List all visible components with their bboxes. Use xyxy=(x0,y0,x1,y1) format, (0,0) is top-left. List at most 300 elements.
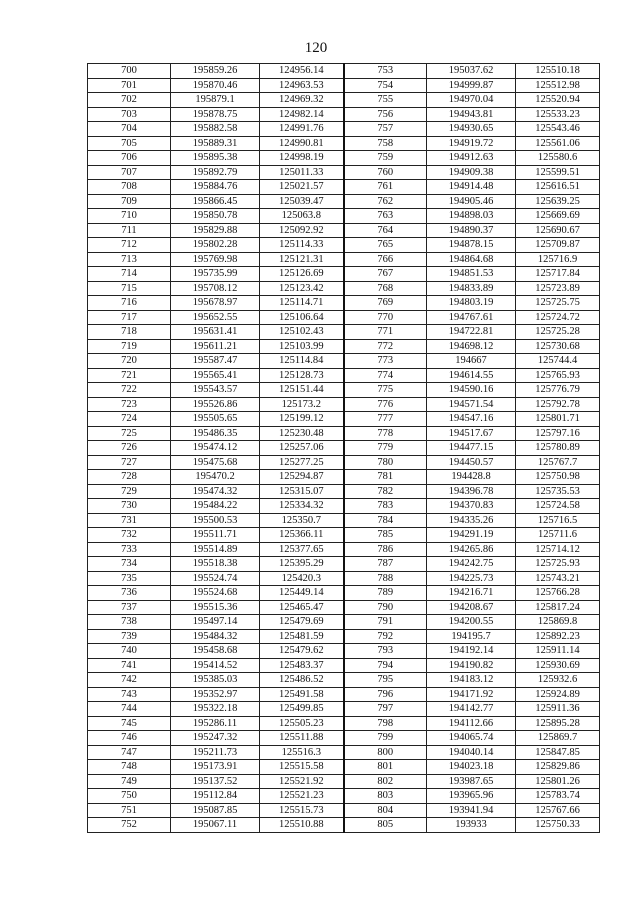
left-y-coordinate-cell: 125515.73 xyxy=(260,803,344,818)
left-point-number-cell: 750 xyxy=(88,789,171,804)
right-y-coordinate-cell: 125580.6 xyxy=(516,151,600,166)
right-point-number-cell: 801 xyxy=(344,760,427,775)
left-y-coordinate-cell: 125103.99 xyxy=(260,339,344,354)
left-point-number-cell: 733 xyxy=(88,542,171,557)
table-row xyxy=(88,325,600,340)
right-x-coordinate-cell: 194912.63 xyxy=(427,151,516,166)
table-row xyxy=(88,107,600,122)
right-y-coordinate-cell: 125792.78 xyxy=(516,397,600,412)
right-point-number-cell: 798 xyxy=(344,716,427,731)
left-x-coordinate-cell: 195247.32 xyxy=(171,731,260,746)
right-x-coordinate-cell: 194547.16 xyxy=(427,412,516,427)
left-point-number-cell: 727 xyxy=(88,455,171,470)
table-row xyxy=(88,789,600,804)
table-row xyxy=(88,571,600,586)
right-y-coordinate-cell: 125520.94 xyxy=(516,93,600,108)
right-point-number-cell: 799 xyxy=(344,731,427,746)
right-point-number-cell: 767 xyxy=(344,267,427,282)
left-x-coordinate-cell: 195829.88 xyxy=(171,223,260,238)
left-point-number-cell: 744 xyxy=(88,702,171,717)
left-point-number-cell: 709 xyxy=(88,194,171,209)
right-y-coordinate-cell: 125930.69 xyxy=(516,658,600,673)
right-x-coordinate-cell: 194878.15 xyxy=(427,238,516,253)
left-y-coordinate-cell: 125199.12 xyxy=(260,412,344,427)
table-row xyxy=(88,484,600,499)
right-point-number-cell: 797 xyxy=(344,702,427,717)
right-y-coordinate-cell: 125932.6 xyxy=(516,673,600,688)
right-y-coordinate-cell: 125669.69 xyxy=(516,209,600,224)
left-x-coordinate-cell: 195735.99 xyxy=(171,267,260,282)
left-point-number-cell: 715 xyxy=(88,281,171,296)
right-point-number-cell: 785 xyxy=(344,528,427,543)
right-y-coordinate-cell: 125725.93 xyxy=(516,557,600,572)
right-y-coordinate-cell: 125616.51 xyxy=(516,180,600,195)
table-row xyxy=(88,194,600,209)
right-x-coordinate-cell: 194065.74 xyxy=(427,731,516,746)
table-row xyxy=(88,281,600,296)
left-y-coordinate-cell: 125063.8 xyxy=(260,209,344,224)
left-point-number-cell: 735 xyxy=(88,571,171,586)
left-y-coordinate-cell: 124956.14 xyxy=(260,64,344,79)
left-x-coordinate-cell: 195518.38 xyxy=(171,557,260,572)
left-point-number-cell: 741 xyxy=(88,658,171,673)
right-x-coordinate-cell: 194999.87 xyxy=(427,78,516,93)
left-point-number-cell: 749 xyxy=(88,774,171,789)
right-y-coordinate-cell: 125690.67 xyxy=(516,223,600,238)
left-point-number-cell: 725 xyxy=(88,426,171,441)
left-point-number-cell: 720 xyxy=(88,354,171,369)
right-point-number-cell: 789 xyxy=(344,586,427,601)
left-y-coordinate-cell: 125334.32 xyxy=(260,499,344,514)
right-y-coordinate-cell: 125767.66 xyxy=(516,803,600,818)
left-y-coordinate-cell: 125114.33 xyxy=(260,238,344,253)
left-point-number-cell: 748 xyxy=(88,760,171,775)
right-y-coordinate-cell: 125776.79 xyxy=(516,383,600,398)
left-x-coordinate-cell: 195500.53 xyxy=(171,513,260,528)
left-point-number-cell: 722 xyxy=(88,383,171,398)
table-row xyxy=(88,557,600,572)
left-x-coordinate-cell: 195173.91 xyxy=(171,760,260,775)
left-x-coordinate-cell: 195514.89 xyxy=(171,542,260,557)
left-point-number-cell: 729 xyxy=(88,484,171,499)
left-point-number-cell: 703 xyxy=(88,107,171,122)
right-point-number-cell: 777 xyxy=(344,412,427,427)
left-x-coordinate-cell: 195652.55 xyxy=(171,310,260,325)
left-point-number-cell: 711 xyxy=(88,223,171,238)
right-point-number-cell: 754 xyxy=(344,78,427,93)
right-y-coordinate-cell: 125847.85 xyxy=(516,745,600,760)
left-y-coordinate-cell: 124998.19 xyxy=(260,151,344,166)
table-row xyxy=(88,513,600,528)
right-point-number-cell: 787 xyxy=(344,557,427,572)
right-y-coordinate-cell: 125723.89 xyxy=(516,281,600,296)
left-x-coordinate-cell: 195543.57 xyxy=(171,383,260,398)
left-x-coordinate-cell: 195889.31 xyxy=(171,136,260,151)
right-x-coordinate-cell: 194905.46 xyxy=(427,194,516,209)
right-x-coordinate-cell: 194890.37 xyxy=(427,223,516,238)
right-point-number-cell: 761 xyxy=(344,180,427,195)
right-point-number-cell: 779 xyxy=(344,441,427,456)
left-point-number-cell: 730 xyxy=(88,499,171,514)
left-y-coordinate-cell: 125350.7 xyxy=(260,513,344,528)
left-y-coordinate-cell: 125465.47 xyxy=(260,600,344,615)
left-x-coordinate-cell: 195565.41 xyxy=(171,368,260,383)
right-x-coordinate-cell: 194428.8 xyxy=(427,470,516,485)
left-y-coordinate-cell: 124969.32 xyxy=(260,93,344,108)
right-x-coordinate-cell: 194192.14 xyxy=(427,644,516,659)
right-point-number-cell: 763 xyxy=(344,209,427,224)
right-point-number-cell: 771 xyxy=(344,325,427,340)
right-x-coordinate-cell: 194930.65 xyxy=(427,122,516,137)
left-x-coordinate-cell: 195524.74 xyxy=(171,571,260,586)
left-point-number-cell: 742 xyxy=(88,673,171,688)
right-point-number-cell: 782 xyxy=(344,484,427,499)
right-x-coordinate-cell: 194023.18 xyxy=(427,760,516,775)
right-point-number-cell: 784 xyxy=(344,513,427,528)
table-row xyxy=(88,673,600,688)
left-x-coordinate-cell: 195497.14 xyxy=(171,615,260,630)
right-x-coordinate-cell: 194517.67 xyxy=(427,426,516,441)
right-x-coordinate-cell: 194040.14 xyxy=(427,745,516,760)
right-point-number-cell: 755 xyxy=(344,93,427,108)
left-x-coordinate-cell: 195137.52 xyxy=(171,774,260,789)
left-point-number-cell: 738 xyxy=(88,615,171,630)
table-row xyxy=(88,542,600,557)
right-x-coordinate-cell: 194970.04 xyxy=(427,93,516,108)
right-x-coordinate-cell: 194914.48 xyxy=(427,180,516,195)
left-y-coordinate-cell: 125102.43 xyxy=(260,325,344,340)
left-x-coordinate-cell: 195611.21 xyxy=(171,339,260,354)
left-x-coordinate-cell: 195678.97 xyxy=(171,296,260,311)
left-x-coordinate-cell: 195892.79 xyxy=(171,165,260,180)
right-x-coordinate-cell: 193965.96 xyxy=(427,789,516,804)
left-y-coordinate-cell: 125377.65 xyxy=(260,542,344,557)
left-y-coordinate-cell: 124990.81 xyxy=(260,136,344,151)
coordinates-table-body xyxy=(88,64,600,833)
right-x-coordinate-cell: 194667 xyxy=(427,354,516,369)
left-x-coordinate-cell: 195882.58 xyxy=(171,122,260,137)
left-point-number-cell: 736 xyxy=(88,586,171,601)
right-y-coordinate-cell: 125730.68 xyxy=(516,339,600,354)
right-point-number-cell: 756 xyxy=(344,107,427,122)
right-x-coordinate-cell: 194851.53 xyxy=(427,267,516,282)
right-y-coordinate-cell: 125801.71 xyxy=(516,412,600,427)
left-y-coordinate-cell: 125486.52 xyxy=(260,673,344,688)
left-y-coordinate-cell: 125483.37 xyxy=(260,658,344,673)
left-point-number-cell: 746 xyxy=(88,731,171,746)
table-row xyxy=(88,499,600,514)
left-y-coordinate-cell: 125039.47 xyxy=(260,194,344,209)
left-point-number-cell: 739 xyxy=(88,629,171,644)
left-y-coordinate-cell: 125106.64 xyxy=(260,310,344,325)
left-x-coordinate-cell: 195769.98 xyxy=(171,252,260,267)
table-row xyxy=(88,687,600,702)
right-y-coordinate-cell: 125714.12 xyxy=(516,542,600,557)
coordinates-table xyxy=(87,63,600,833)
left-y-coordinate-cell: 125315.07 xyxy=(260,484,344,499)
right-point-number-cell: 804 xyxy=(344,803,427,818)
table-row xyxy=(88,354,600,369)
right-point-number-cell: 786 xyxy=(344,542,427,557)
right-y-coordinate-cell: 125783.74 xyxy=(516,789,600,804)
right-y-coordinate-cell: 125797.16 xyxy=(516,426,600,441)
left-point-number-cell: 702 xyxy=(88,93,171,108)
left-y-coordinate-cell: 125121.31 xyxy=(260,252,344,267)
right-point-number-cell: 783 xyxy=(344,499,427,514)
left-x-coordinate-cell: 195352.97 xyxy=(171,687,260,702)
left-y-coordinate-cell: 125479.69 xyxy=(260,615,344,630)
table-row xyxy=(88,310,600,325)
right-y-coordinate-cell: 125767.7 xyxy=(516,455,600,470)
right-x-coordinate-cell: 194216.71 xyxy=(427,586,516,601)
right-y-coordinate-cell: 125724.58 xyxy=(516,499,600,514)
right-point-number-cell: 768 xyxy=(344,281,427,296)
right-x-coordinate-cell: 194864.68 xyxy=(427,252,516,267)
table-row xyxy=(88,426,600,441)
right-x-coordinate-cell: 194242.75 xyxy=(427,557,516,572)
left-x-coordinate-cell: 195878.75 xyxy=(171,107,260,122)
right-y-coordinate-cell: 125716.9 xyxy=(516,252,600,267)
left-y-coordinate-cell: 125092.92 xyxy=(260,223,344,238)
left-y-coordinate-cell: 125395.29 xyxy=(260,557,344,572)
left-y-coordinate-cell: 125123.42 xyxy=(260,281,344,296)
right-point-number-cell: 805 xyxy=(344,818,427,833)
right-y-coordinate-cell: 125766.28 xyxy=(516,586,600,601)
right-y-coordinate-cell: 125711.6 xyxy=(516,528,600,543)
right-x-coordinate-cell: 194142.77 xyxy=(427,702,516,717)
table-row xyxy=(88,223,600,238)
left-y-coordinate-cell: 125505.23 xyxy=(260,716,344,731)
table-row xyxy=(88,93,600,108)
table-row xyxy=(88,818,600,833)
right-x-coordinate-cell: 194450.57 xyxy=(427,455,516,470)
right-point-number-cell: 770 xyxy=(344,310,427,325)
table-row xyxy=(88,122,600,137)
left-point-number-cell: 752 xyxy=(88,818,171,833)
table-row xyxy=(88,383,600,398)
right-x-coordinate-cell: 194767.61 xyxy=(427,310,516,325)
left-x-coordinate-cell: 195859.26 xyxy=(171,64,260,79)
left-point-number-cell: 737 xyxy=(88,600,171,615)
table-row xyxy=(88,165,600,180)
left-point-number-cell: 724 xyxy=(88,412,171,427)
right-y-coordinate-cell: 125743.21 xyxy=(516,571,600,586)
table-row xyxy=(88,745,600,760)
table-row xyxy=(88,644,600,659)
right-x-coordinate-cell: 194571.54 xyxy=(427,397,516,412)
right-x-coordinate-cell: 194803.19 xyxy=(427,296,516,311)
right-x-coordinate-cell: 194265.86 xyxy=(427,542,516,557)
right-x-coordinate-cell: 193933 xyxy=(427,818,516,833)
left-x-coordinate-cell: 195087.85 xyxy=(171,803,260,818)
table-row xyxy=(88,151,600,166)
left-y-coordinate-cell: 125126.69 xyxy=(260,267,344,282)
page-number: 120 xyxy=(304,40,328,56)
right-y-coordinate-cell: 125829.86 xyxy=(516,760,600,775)
left-x-coordinate-cell: 195112.84 xyxy=(171,789,260,804)
left-y-coordinate-cell: 125479.62 xyxy=(260,644,344,659)
table-row xyxy=(88,78,600,93)
left-point-number-cell: 747 xyxy=(88,745,171,760)
table-row xyxy=(88,339,600,354)
table-row xyxy=(88,702,600,717)
right-x-coordinate-cell: 194171.92 xyxy=(427,687,516,702)
right-x-coordinate-cell: 194698.12 xyxy=(427,339,516,354)
left-x-coordinate-cell: 195895.38 xyxy=(171,151,260,166)
right-x-coordinate-cell: 194370.83 xyxy=(427,499,516,514)
left-y-coordinate-cell: 125499.85 xyxy=(260,702,344,717)
right-x-coordinate-cell: 194614.55 xyxy=(427,368,516,383)
right-y-coordinate-cell: 125924.89 xyxy=(516,687,600,702)
left-x-coordinate-cell: 195879.1 xyxy=(171,93,260,108)
right-x-coordinate-cell: 194291.19 xyxy=(427,528,516,543)
left-y-coordinate-cell: 125173.2 xyxy=(260,397,344,412)
left-x-coordinate-cell: 195515.36 xyxy=(171,600,260,615)
table-row xyxy=(88,252,600,267)
left-point-number-cell: 721 xyxy=(88,368,171,383)
left-x-coordinate-cell: 195484.32 xyxy=(171,629,260,644)
right-point-number-cell: 781 xyxy=(344,470,427,485)
right-y-coordinate-cell: 125639.25 xyxy=(516,194,600,209)
right-y-coordinate-cell: 125510.18 xyxy=(516,64,600,79)
right-point-number-cell: 802 xyxy=(344,774,427,789)
right-y-coordinate-cell: 125724.72 xyxy=(516,310,600,325)
right-point-number-cell: 788 xyxy=(344,571,427,586)
right-y-coordinate-cell: 125744.4 xyxy=(516,354,600,369)
right-point-number-cell: 803 xyxy=(344,789,427,804)
left-x-coordinate-cell: 195884.76 xyxy=(171,180,260,195)
left-x-coordinate-cell: 195474.32 xyxy=(171,484,260,499)
table-row xyxy=(88,731,600,746)
right-y-coordinate-cell: 125709.87 xyxy=(516,238,600,253)
right-point-number-cell: 774 xyxy=(344,368,427,383)
left-y-coordinate-cell: 124982.14 xyxy=(260,107,344,122)
left-point-number-cell: 723 xyxy=(88,397,171,412)
right-y-coordinate-cell: 125512.98 xyxy=(516,78,600,93)
right-y-coordinate-cell: 125599.51 xyxy=(516,165,600,180)
table-row xyxy=(88,629,600,644)
right-y-coordinate-cell: 125892.23 xyxy=(516,629,600,644)
right-y-coordinate-cell: 125735.53 xyxy=(516,484,600,499)
left-y-coordinate-cell: 125515.58 xyxy=(260,760,344,775)
left-y-coordinate-cell: 125449.14 xyxy=(260,586,344,601)
left-x-coordinate-cell: 195587.47 xyxy=(171,354,260,369)
right-x-coordinate-cell: 194396.78 xyxy=(427,484,516,499)
left-point-number-cell: 710 xyxy=(88,209,171,224)
left-point-number-cell: 751 xyxy=(88,803,171,818)
left-y-coordinate-cell: 125114.71 xyxy=(260,296,344,311)
right-y-coordinate-cell: 125869.8 xyxy=(516,615,600,630)
left-y-coordinate-cell: 125277.25 xyxy=(260,455,344,470)
table-row xyxy=(88,600,600,615)
table-row xyxy=(88,716,600,731)
left-y-coordinate-cell: 125257.06 xyxy=(260,441,344,456)
left-point-number-cell: 728 xyxy=(88,470,171,485)
right-y-coordinate-cell: 125716.5 xyxy=(516,513,600,528)
right-point-number-cell: 772 xyxy=(344,339,427,354)
left-y-coordinate-cell: 125516.3 xyxy=(260,745,344,760)
left-point-number-cell: 700 xyxy=(88,64,171,79)
left-y-coordinate-cell: 125021.57 xyxy=(260,180,344,195)
table-row xyxy=(88,470,600,485)
left-point-number-cell: 707 xyxy=(88,165,171,180)
table-row xyxy=(88,368,600,383)
left-point-number-cell: 706 xyxy=(88,151,171,166)
left-point-number-cell: 701 xyxy=(88,78,171,93)
right-y-coordinate-cell: 125750.33 xyxy=(516,818,600,833)
right-x-coordinate-cell: 194195.7 xyxy=(427,629,516,644)
left-point-number-cell: 732 xyxy=(88,528,171,543)
right-x-coordinate-cell: 194722.81 xyxy=(427,325,516,340)
left-x-coordinate-cell: 195511.71 xyxy=(171,528,260,543)
right-y-coordinate-cell: 125765.93 xyxy=(516,368,600,383)
right-x-coordinate-cell: 194943.81 xyxy=(427,107,516,122)
table-row xyxy=(88,64,600,79)
left-x-coordinate-cell: 195474.12 xyxy=(171,441,260,456)
right-point-number-cell: 773 xyxy=(344,354,427,369)
left-x-coordinate-cell: 195486.35 xyxy=(171,426,260,441)
left-x-coordinate-cell: 195322.18 xyxy=(171,702,260,717)
left-point-number-cell: 740 xyxy=(88,644,171,659)
left-x-coordinate-cell: 195850.78 xyxy=(171,209,260,224)
left-point-number-cell: 718 xyxy=(88,325,171,340)
right-x-coordinate-cell: 195037.62 xyxy=(427,64,516,79)
left-point-number-cell: 745 xyxy=(88,716,171,731)
table-row xyxy=(88,615,600,630)
right-y-coordinate-cell: 125911.36 xyxy=(516,702,600,717)
left-y-coordinate-cell: 125521.23 xyxy=(260,789,344,804)
left-point-number-cell: 714 xyxy=(88,267,171,282)
right-point-number-cell: 792 xyxy=(344,629,427,644)
right-point-number-cell: 757 xyxy=(344,122,427,137)
table-row xyxy=(88,238,600,253)
left-y-coordinate-cell: 125294.87 xyxy=(260,470,344,485)
table-row xyxy=(88,586,600,601)
right-x-coordinate-cell: 194919.72 xyxy=(427,136,516,151)
left-x-coordinate-cell: 195470.2 xyxy=(171,470,260,485)
left-y-coordinate-cell: 125481.59 xyxy=(260,629,344,644)
left-x-coordinate-cell: 195708.12 xyxy=(171,281,260,296)
table-row xyxy=(88,803,600,818)
right-x-coordinate-cell: 194335.26 xyxy=(427,513,516,528)
left-x-coordinate-cell: 195866.45 xyxy=(171,194,260,209)
right-point-number-cell: 793 xyxy=(344,644,427,659)
right-point-number-cell: 775 xyxy=(344,383,427,398)
right-point-number-cell: 758 xyxy=(344,136,427,151)
right-x-coordinate-cell: 194833.89 xyxy=(427,281,516,296)
left-y-coordinate-cell: 124991.76 xyxy=(260,122,344,137)
left-x-coordinate-cell: 195458.68 xyxy=(171,644,260,659)
right-point-number-cell: 791 xyxy=(344,615,427,630)
right-x-coordinate-cell: 194208.67 xyxy=(427,600,516,615)
left-y-coordinate-cell: 125420.3 xyxy=(260,571,344,586)
right-y-coordinate-cell: 125817.24 xyxy=(516,600,600,615)
right-y-coordinate-cell: 125780.89 xyxy=(516,441,600,456)
right-x-coordinate-cell: 194909.38 xyxy=(427,165,516,180)
right-y-coordinate-cell: 125801.26 xyxy=(516,774,600,789)
right-point-number-cell: 764 xyxy=(344,223,427,238)
right-x-coordinate-cell: 194225.73 xyxy=(427,571,516,586)
left-point-number-cell: 704 xyxy=(88,122,171,137)
right-x-coordinate-cell: 193941.94 xyxy=(427,803,516,818)
right-x-coordinate-cell: 193987.65 xyxy=(427,774,516,789)
right-x-coordinate-cell: 194183.12 xyxy=(427,673,516,688)
right-point-number-cell: 794 xyxy=(344,658,427,673)
table-row xyxy=(88,136,600,151)
right-y-coordinate-cell: 125561.06 xyxy=(516,136,600,151)
right-point-number-cell: 760 xyxy=(344,165,427,180)
table-row xyxy=(88,412,600,427)
